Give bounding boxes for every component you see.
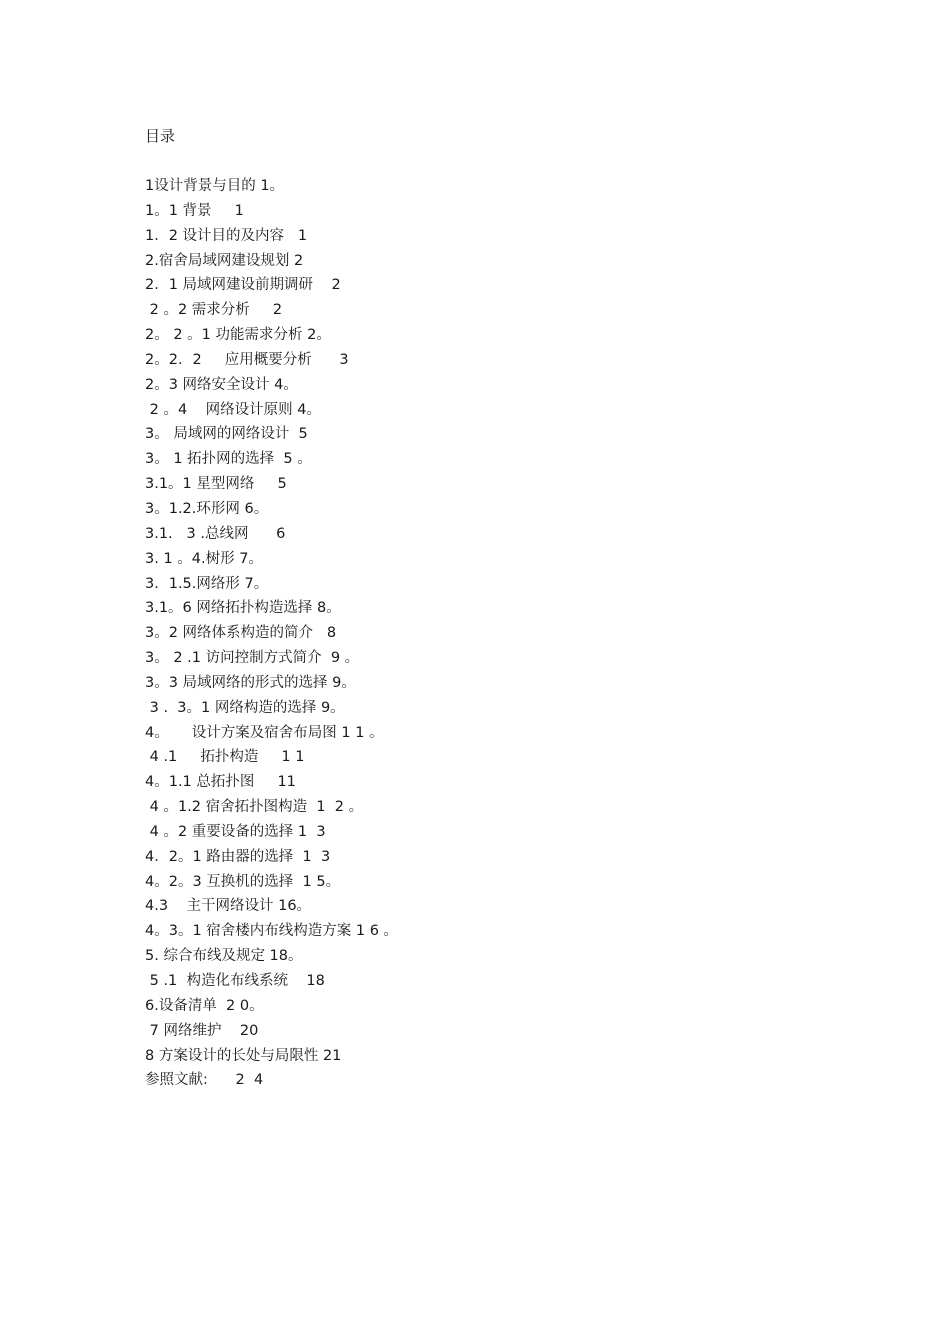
toc-entry: 2。2．2 应用概要分析 3	[145, 351, 349, 368]
toc-entry: 2 。4 网络设计原则 4。	[145, 401, 321, 418]
toc-entry: 3。 1 拓扑网的选择 5 。	[145, 451, 312, 468]
toc-entry: 3.1. 3 .总线网 6	[145, 525, 286, 542]
toc-entry: 1设计背景与目的 1。	[145, 178, 285, 194]
toc-entry: 1。1 背景 1	[145, 202, 244, 219]
toc-entry: 3.1。1 星型网络 5	[145, 476, 287, 493]
toc-entry: 6.设备清单 2 0。	[145, 997, 264, 1014]
toc-entry: 4 .1 拓扑构造 1 1	[145, 749, 305, 766]
toc-entry: 3．1.5.网络形 7。	[145, 575, 269, 592]
toc-entry: 4。3。1 宿舍楼内布线构造方案 1 6 。	[145, 923, 399, 940]
toc-entry: 参照文献: 2 4	[145, 1072, 264, 1089]
toc-entry: 2.宿舍局域网建设规划 2	[145, 252, 304, 269]
toc-entry: 7 网络维护 20	[145, 1022, 259, 1039]
toc-entry: 3。1.2.环形网 6。	[145, 500, 269, 517]
toc-entry: 3。3 局域网络的形式的选择 9。	[145, 674, 356, 691]
toc-entry: 2 。2 需求分析 2	[145, 302, 283, 319]
toc-entry: 4。2。3 互换机的选择 1 5。	[145, 873, 341, 890]
toc-entry: 3。 局域网的网络设计 5	[145, 426, 308, 443]
toc-entry: 2。 2 。1 功能需求分析 2。	[145, 327, 331, 344]
toc-entry: 4．2。1 路由器的选择 1 3	[145, 848, 331, 865]
toc-entry: 4 。2 重要设备的选择 1 3	[145, 823, 326, 840]
toc-entry: 4。 设计方案及宿舍布局图 1 1 。	[145, 724, 384, 741]
toc-entry: 3.1。6 网络拓扑构造选择 8。	[145, 600, 341, 617]
toc-entry: 2．1 局域网建设前期调研 2	[145, 277, 341, 294]
toc-entry: 4。1.1 总拓扑图 11	[145, 774, 296, 791]
toc-entry: 5. 综合布线及规定 18。	[145, 948, 303, 965]
toc-entry: 4 。1.2 宿舍拓扑图构造 1 2 。	[145, 799, 364, 816]
toc-entry: 8 方案设计的长处与局限性 21	[145, 1047, 342, 1064]
toc-entry: 1．2 设计目的及内容 1	[145, 227, 308, 244]
toc-entry: 2。3 网络安全设计 4。	[145, 376, 298, 393]
toc-entry: 3。 2 .1 访问控制方式简介 9 。	[145, 650, 360, 667]
toc-list	[145, 174, 398, 1093]
toc-entry: 3。2 网络体系构造的简介 8	[145, 625, 337, 642]
toc-entry: 5 .1 构造化布线系统 18	[145, 973, 325, 989]
toc-entry: 3. 1 。4.树形 7。	[145, 550, 263, 567]
toc-entry: 4.3 主干网络设计 16。	[145, 898, 312, 915]
toc-entry: 3 . 3。1 网络构造的选择 9。	[145, 699, 345, 716]
toc-title: 目录	[145, 127, 176, 145]
